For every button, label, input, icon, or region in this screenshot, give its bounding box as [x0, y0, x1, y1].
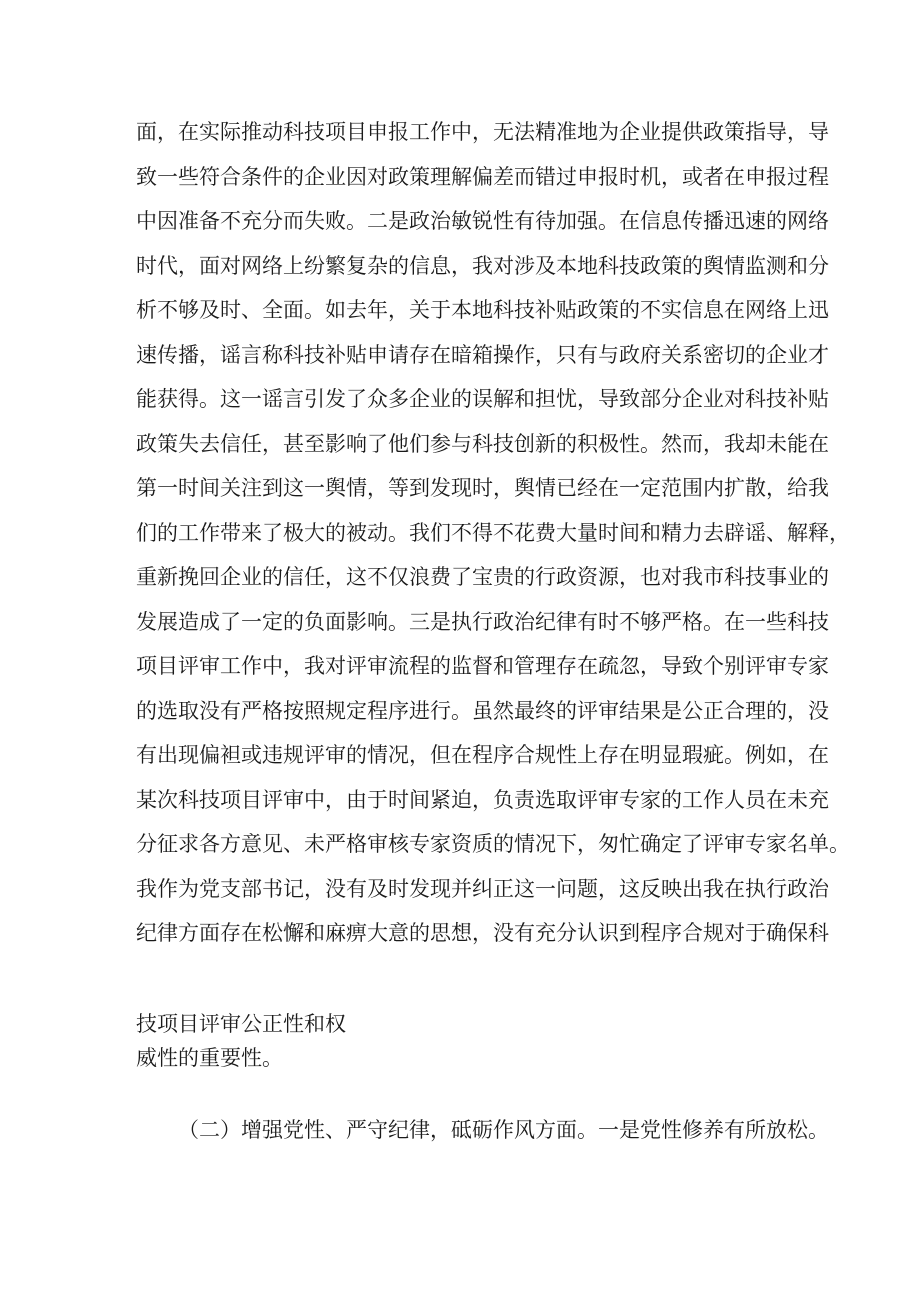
text-line: 能获得。这一谣言引发了众多企业的误解和担忧，导致部分企业对科技补贴	[136, 387, 829, 411]
text-line: 重新挽回企业的信任，这不仅浪费了宝贵的行政资源，也对我市科技事业的	[136, 565, 829, 589]
paragraph-1	[136, 110, 850, 956]
text-line: 们的工作带来了极大的被动。我们不得不花费大量时间和精力去辟谣、解释，	[136, 520, 850, 545]
text-line: 政策失去信任，甚至影响了他们参与科技创新的积极性。然而，我却未能在	[136, 431, 829, 456]
text-line: 中因准备不充分而失败。二是政治敏锐性有待加强。在信息传播迅速的网络	[136, 209, 829, 233]
text-line: 的选取没有严格按照规定程序进行。虽然最终的评审结果是公正合理的，没	[136, 698, 829, 723]
text-line: 有出现偏袒或违规评审的情况，但在程序合规性上存在明显瑕疵。例如，在	[136, 743, 829, 767]
text-line: 某次科技项目评审中，由于时间紧迫，负责选取评审专家的工作人员在未充	[136, 787, 829, 812]
text-line: 纪律方面存在松懈和麻痹大意的思想，没有充分认识到程序合规对于确保科	[136, 921, 829, 945]
text-line: 项目评审工作中，我对评审流程的监督和管理存在疏忽，导致个别评审专家	[136, 654, 829, 678]
text-line: 速传播，谣言称科技补贴申请存在暗箱操作，只有与政府关系密切的企业才	[136, 342, 829, 367]
text-line: 分征求各方意见、未严格审核专家资质的情况下，匆忙确定了评审专家名单。	[136, 832, 850, 856]
text-line: 我作为党支部书记，没有及时发现并纠正这一问题，这反映出我在执行政治	[136, 876, 829, 901]
paragraph-2	[136, 1108, 829, 1153]
text-line: 面，在实际推动科技项目申报工作中，无法精准地为企业提供政策指导，导	[136, 120, 829, 144]
text-line: 技项目评审公正性和权	[136, 1012, 346, 1036]
text-line: 析不够及时、全面。如去年，关于本地科技补贴政策的不实信息在网络上迅	[136, 298, 829, 322]
paragraph-1-tail-b	[136, 1036, 796, 1081]
text-line: 时代，面对网络上纷繁复杂的信息，我对涉及本地科技政策的舆情监测和分	[136, 253, 829, 278]
text-line: 威性的重要性。	[136, 1046, 283, 1070]
text-line: 第一时间关注到这一舆情，等到发现时，舆情已经在一定范围内扩散，给我	[136, 476, 829, 500]
section-heading-line: （二）增强党性、严守纪律，砥砺作风方面。一是党性修养有所放松。	[178, 1118, 829, 1142]
text-line: 致一些符合条件的企业因对政策理解偏差而错过申报时机，或者在申报过程	[136, 164, 829, 189]
text-line: 发展造成了一定的负面影响。三是执行政治纪律有时不够严格。在一些科技	[136, 609, 829, 634]
